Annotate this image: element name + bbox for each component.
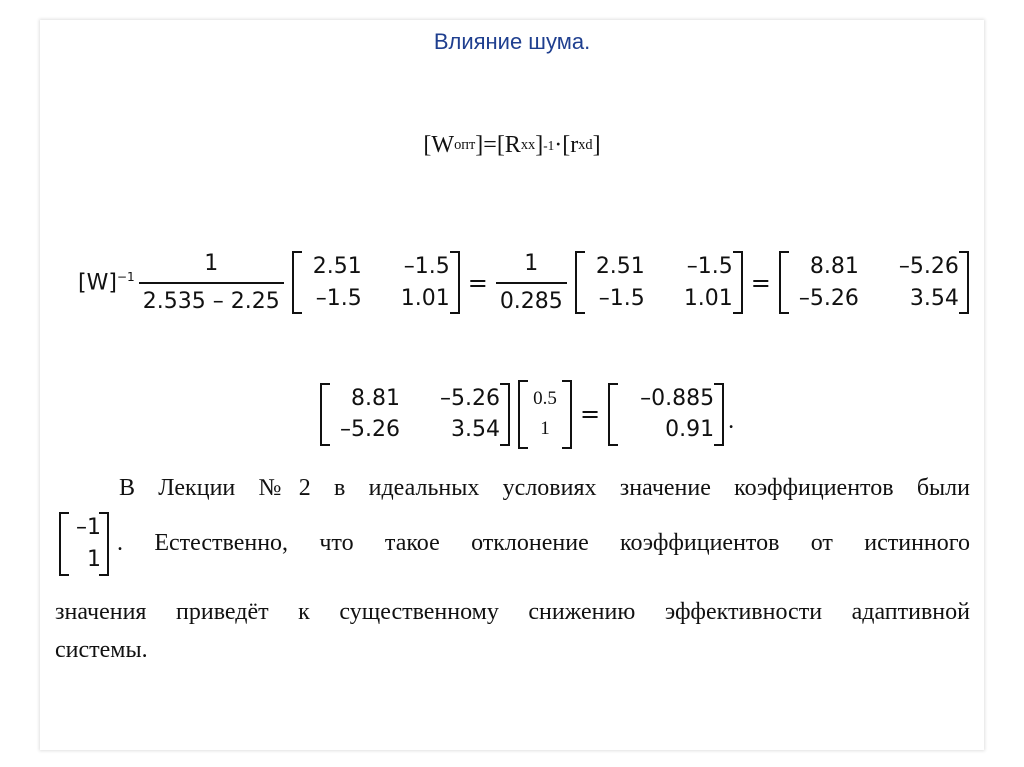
matrix-cell: 2.51 xyxy=(595,253,645,279)
fraction-1-denominator: 2.535 – 2.25 xyxy=(142,288,280,314)
w-opt-close: ] xyxy=(475,132,484,158)
fraction-1-numerator: 1 xyxy=(204,251,219,276)
period: . xyxy=(728,407,735,434)
matrix-cell: –1.5 xyxy=(598,285,645,311)
matrix-cell: –5.26 xyxy=(798,285,859,311)
matrix-cell: –5.26 xyxy=(440,385,500,411)
matrix-cell: 1.01 xyxy=(683,285,733,311)
fraction-2-bar xyxy=(496,282,567,284)
w-opt-subscript: опт xyxy=(454,137,476,153)
vector-1 xyxy=(518,380,572,449)
r-xx-subscript: xx xyxy=(520,137,536,153)
fraction-2-denominator: 0.285 xyxy=(499,288,563,314)
matrix-cell: 3.54 xyxy=(451,417,500,443)
vector-cell: 1 xyxy=(87,546,101,572)
r-xd-open: [r xyxy=(562,132,579,158)
equals-sign: = xyxy=(580,400,601,429)
paragraph-line-1: В Лекции №2 в идеальных условиях значение коэффициентов были xyxy=(119,475,970,501)
fraction-2 xyxy=(496,250,567,315)
vector-cell: 0.5 xyxy=(533,388,557,409)
formula-general xyxy=(0,132,1024,159)
r-xd-subscript: xd xyxy=(578,137,593,153)
fraction-1-bar xyxy=(139,282,284,284)
matrix-cell: –1.5 xyxy=(403,253,450,279)
vector-cell: 1 xyxy=(540,418,550,440)
matrix-cell: 2.51 xyxy=(312,253,362,279)
paragraph-line-4: системы. xyxy=(55,637,148,663)
matrix-cell: 3.54 xyxy=(909,285,959,311)
w-opt-open: [W xyxy=(423,132,455,158)
vector-cell: 0.91 xyxy=(665,417,715,443)
dot-operator: · xyxy=(554,132,563,158)
r-xx-open: [R xyxy=(496,132,521,158)
r-xx-superscript: -1 xyxy=(543,137,555,153)
w-inverse-label: $[W]^{-1}$ xyxy=(78,269,135,296)
fraction-2-numerator: 1 xyxy=(524,251,539,276)
matrix-cell: 1.01 xyxy=(400,285,450,311)
matrix-cell: 8.81 xyxy=(351,385,400,411)
matrix-4 xyxy=(320,383,510,447)
vector-cell: –1 xyxy=(76,515,101,540)
r-xd-close: ] xyxy=(592,132,601,158)
paragraph-line-2 xyxy=(55,512,970,576)
paragraph-line-2-text: . Естественно, что такое отклонение коэффициентов от истинного xyxy=(117,530,970,557)
matrix-cell: –5.26 xyxy=(898,253,959,279)
formula-product xyxy=(316,380,734,449)
fraction-1 xyxy=(139,250,284,315)
ideal-vector xyxy=(59,512,109,576)
slide-title: Влияние шума. xyxy=(433,29,591,54)
matrix-2 xyxy=(575,251,743,315)
paragraph-line-3: значения приведёт к существенному снижению эффективности адаптивной xyxy=(55,599,970,625)
matrix-cell: –1.5 xyxy=(315,285,362,311)
matrix-3 xyxy=(779,251,969,315)
equals-sign: = xyxy=(483,132,497,158)
equals-sign: = xyxy=(467,268,488,297)
matrix-1 xyxy=(292,251,460,315)
formula-inverse xyxy=(78,250,973,315)
vector-cell: –0.885 xyxy=(640,385,715,411)
matrix-cell: –5.26 xyxy=(340,417,400,443)
equals-sign: = xyxy=(750,268,771,297)
matrix-cell: 8.81 xyxy=(809,253,859,279)
result-vector xyxy=(608,383,724,447)
matrix-cell: –1.5 xyxy=(686,253,733,279)
r-xx-close: ] xyxy=(535,132,544,158)
